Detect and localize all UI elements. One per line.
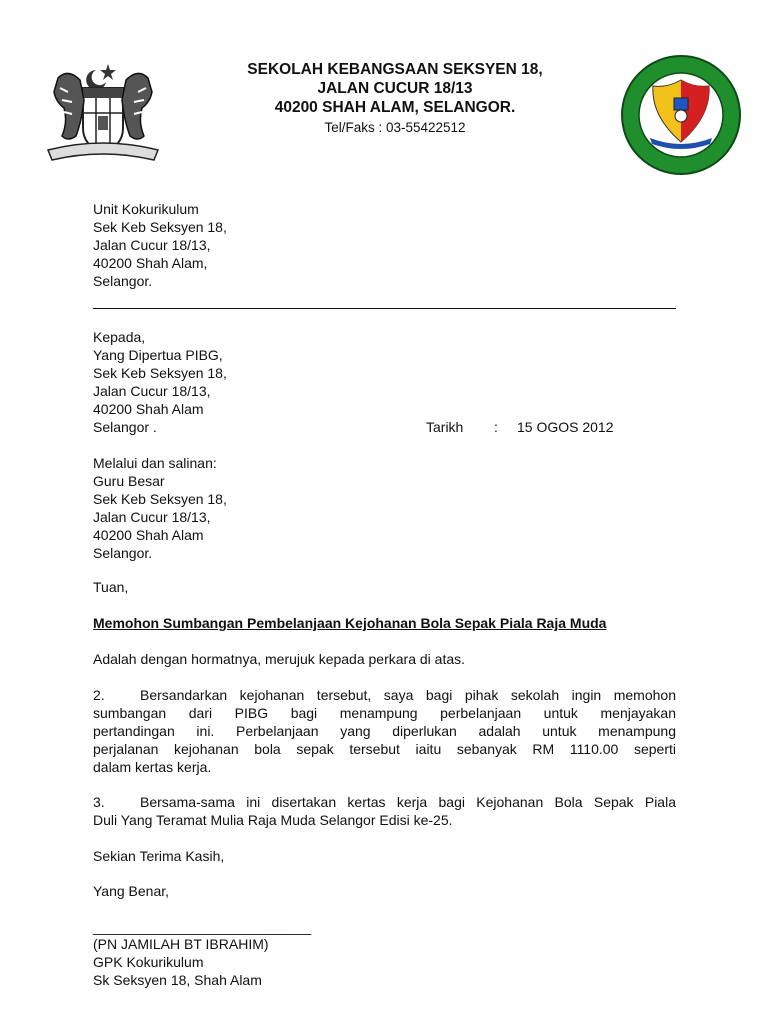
sender-line: Unit Kokurikulum xyxy=(93,201,199,217)
signatory-name: (PN JAMILAH BT IBRAHIM) xyxy=(93,936,269,952)
para2-line: Bersandarkan kejohanan tersebut, saya bagi pihak sekolah ingin memohon xyxy=(140,687,676,703)
via-line: Guru Besar xyxy=(93,473,165,489)
opening-sentence: Adalah dengan hormatnya, merujuk kepada perkara di atas. xyxy=(93,651,466,667)
date-separator: : xyxy=(494,419,498,435)
via-line: Jalan Cucur 18/13, xyxy=(93,509,211,525)
closing: Sekian Terima Kasih, xyxy=(93,848,225,864)
sender-line: 40200 Shah Alam, xyxy=(93,255,208,271)
school-telfax: Tel/Faks : 03-55422512 xyxy=(324,120,466,135)
malaysia-coat-of-arms-icon xyxy=(38,58,168,168)
sender-line: Selangor. xyxy=(93,273,153,289)
via-line: Sek Keb Seksyen 18, xyxy=(93,491,227,507)
signature-line: ____________________________ xyxy=(93,919,312,935)
regards: Yang Benar, xyxy=(93,883,170,899)
date-value: 15 OGOS 2012 xyxy=(517,419,614,435)
signatory-title: GPK Kokurikulum xyxy=(93,954,204,970)
school-address-line1: JALAN CUCUR 18/13 xyxy=(317,80,473,97)
date-label: Tarikh xyxy=(426,419,464,435)
salutation: Tuan, xyxy=(93,579,129,595)
sender-line: Sek Keb Seksyen 18, xyxy=(93,219,227,235)
recipient-line: Yang Dipertua PIBG, xyxy=(93,347,223,363)
school-address-line2: 40200 SHAH ALAM, SELANGOR. xyxy=(274,99,516,116)
school-name: SEKOLAH KEBANGSAAN SEKSYEN 18, xyxy=(247,61,543,78)
para2-line: dalam kertas kerja. xyxy=(93,759,212,775)
recipient-line: Sek Keb Seksyen 18, xyxy=(93,365,227,381)
via-line: 40200 Shah Alam xyxy=(93,527,204,543)
via-line: Selangor. xyxy=(93,545,153,561)
recipient-line: 40200 Shah Alam xyxy=(93,401,204,417)
school-crest-icon xyxy=(620,54,742,176)
header-divider xyxy=(93,308,676,309)
via-line: Melalui dan salinan: xyxy=(93,455,217,471)
recipient-line: Kepada, xyxy=(93,329,146,345)
sender-line: Jalan Cucur 18/13, xyxy=(93,237,211,253)
para3-line: Bersama-sama ini disertakan kertas kerja bagi Kejohanan Bola Sepak Piala xyxy=(140,794,676,810)
recipient-line: Selangor . xyxy=(93,419,157,435)
recipient-line: Jalan Cucur 18/13, xyxy=(93,383,211,399)
para2-line: pertandingan ini. Perbelanjaan yang diperlukan adalah untuk menampung xyxy=(93,723,676,739)
para3-line: Duli Yang Teramat Mulia Raja Muda Selangor Edisi ke-25. xyxy=(93,812,453,828)
para3-number: 3. xyxy=(93,794,105,810)
subject: Memohon Sumbangan Pembelanjaan Kejohanan Bola Sepak Piala Raja Muda xyxy=(93,615,607,631)
para2-line: sumbangan dari PIBG bagi menampung perbelanjaan untuk menjayakan xyxy=(93,705,676,721)
para2-number: 2. xyxy=(93,687,105,703)
para2-line: perjalanan kejohanan bola sepak tersebut iaitu sebanyak RM 1110.00 seperti xyxy=(93,741,676,757)
signatory-organisation: Sk Seksyen 18, Shah Alam xyxy=(93,972,262,988)
